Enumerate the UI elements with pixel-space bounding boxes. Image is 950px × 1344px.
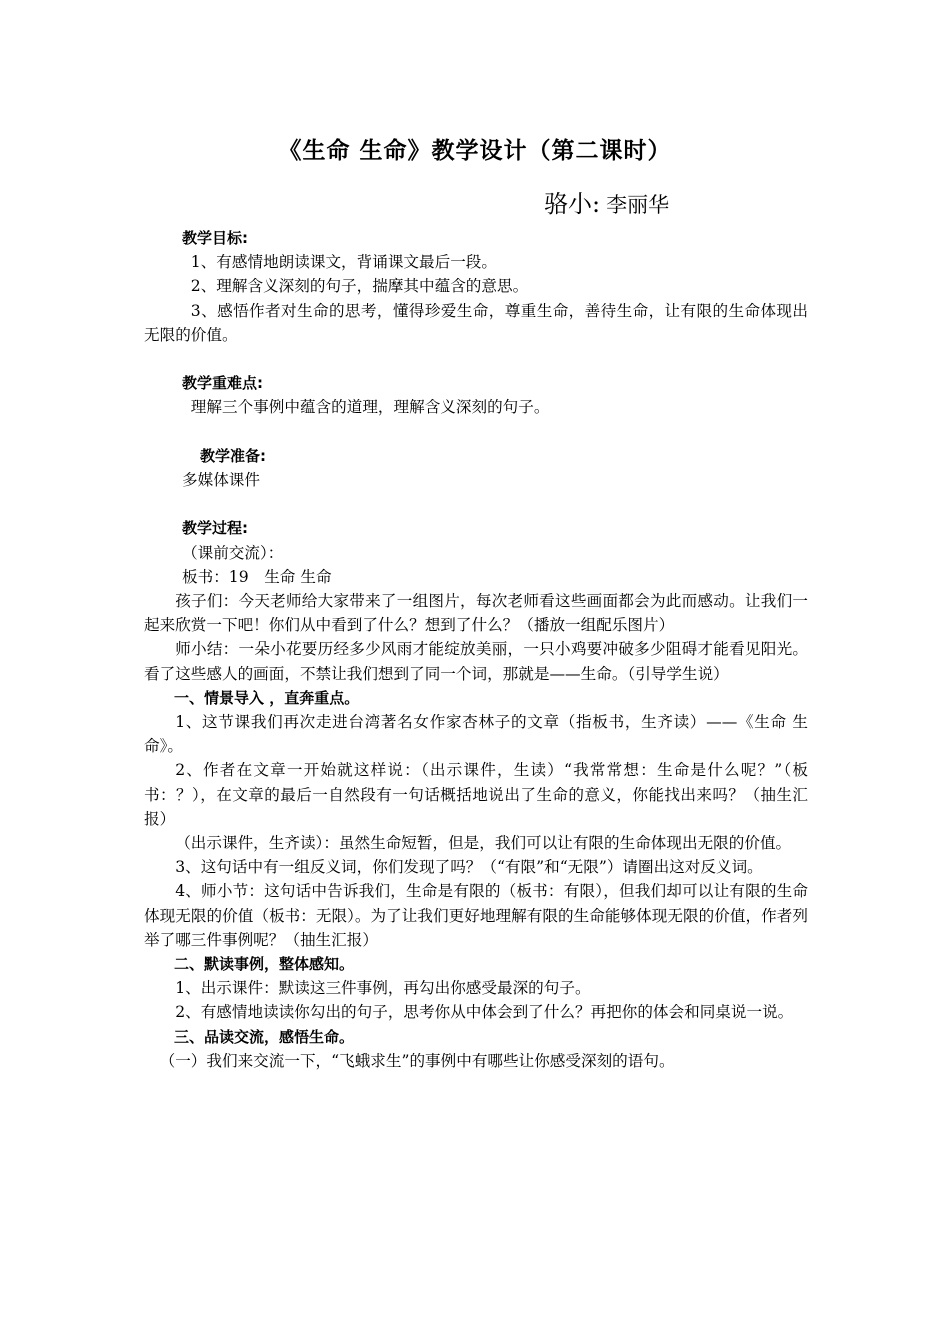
process-paragraph: 孩子们：今天老师给大家带来了一组图片，每次老师看这些画面都会为此而感动。让我们一起来欣赏一下吧！你们从中看到了什么？想到了什么？（播放一组配乐图片）: [144, 592, 808, 635]
process-heading-3: 三、品读交流，感悟生命。: [174, 1027, 355, 1046]
section-heading-process: 教学过程:: [182, 519, 248, 538]
process-heading-1: 一、情景导入 ，直奔重点。: [174, 688, 360, 707]
document-body: [144, 226, 808, 1073]
section-heading-objectives: 教学目标:: [182, 229, 248, 247]
process-paragraph: 2、有感情地读读你勾出的句子，思考你从中体会到了什么？再把你的体会和同桌说一说。: [175, 1003, 794, 1022]
process-paragraph: 1、这节课我们再次走进台湾著名女作家杏林子的文章（指板书，生齐读）——《生命 生命》。: [144, 713, 808, 756]
process-heading-2: 二、默读事例，整体感知。: [174, 955, 355, 974]
key-points-text: 理解三个事例中蕴含的道理，理解含义深刻的句子。: [190, 398, 550, 417]
author-school: 骆小:: [544, 190, 601, 218]
process-paragraph: （一）我们来交流一下，“飞蛾求生”的事例中有哪些让你感受深刻的语句。: [159, 1051, 675, 1070]
objective-item-2: 2、理解含义深刻的句子，揣摩其中蕴含的意思。: [190, 277, 529, 296]
process-board-writing: 板书：19 生命 生命: [182, 567, 332, 586]
process-pre-class: （课前交流）：: [182, 543, 284, 562]
preparation-text: 多媒体课件: [182, 471, 260, 489]
objective-item-1: 1、有感情地朗读课文，背诵课文最后一段。: [190, 253, 497, 272]
objective-item-3: 3、感悟作者对生命的思考，懂得珍爱生命，尊重生命，善待生命，让有限的生命体现出无限的价值。: [144, 301, 808, 344]
process-paragraph: 3、这句话中有一组反义词，你们发现了吗？（“有限”和“无限”）请圈出这对反义词。: [175, 858, 763, 877]
process-paragraph: （出示课件，生齐读）：虽然生命短暂，但是，我们可以让有限的生命体现出无限的价值。: [175, 834, 792, 853]
section-heading-preparation: 教学准备:: [200, 446, 266, 465]
process-paragraph: 2、作者在文章一开始就这样说：（出示课件，生读）“我常常想：生命是什么呢？”（板书：？），在文章的最后一自然段有一句话概括地说出了生命的意义，你能找出来吗？（抽生汇报）: [144, 761, 808, 828]
process-paragraph: 1、出示课件：默读这三件事例，再勾出你感受最深的句子。: [175, 979, 591, 998]
author-name: 李丽华: [606, 193, 670, 217]
process-paragraph: 师小结：一朵小花要历经多少风雨才能绽放美丽，一只小鸡要冲破多少阻碍才能看见阳光。看了这些感人的画面，不禁让我们想到了同一个词，那就是——生命。（引导学生说）: [144, 640, 808, 683]
document-title: 《生命 生命》教学设计（第二课时）: [278, 138, 672, 164]
process-paragraph: 4、师小节：这句话中告诉我们，生命是有限的（板书：有限），但我们却可以让有限的生命体现无限的价值（板书：无限）。为了让我们更好地理解有限的生命能够体现无限的价值，作者列举了哪三件事例呢？（抽生汇报）: [144, 882, 808, 949]
author-line: [544, 184, 669, 219]
section-heading-key-points: 教学重难点:: [182, 374, 263, 393]
